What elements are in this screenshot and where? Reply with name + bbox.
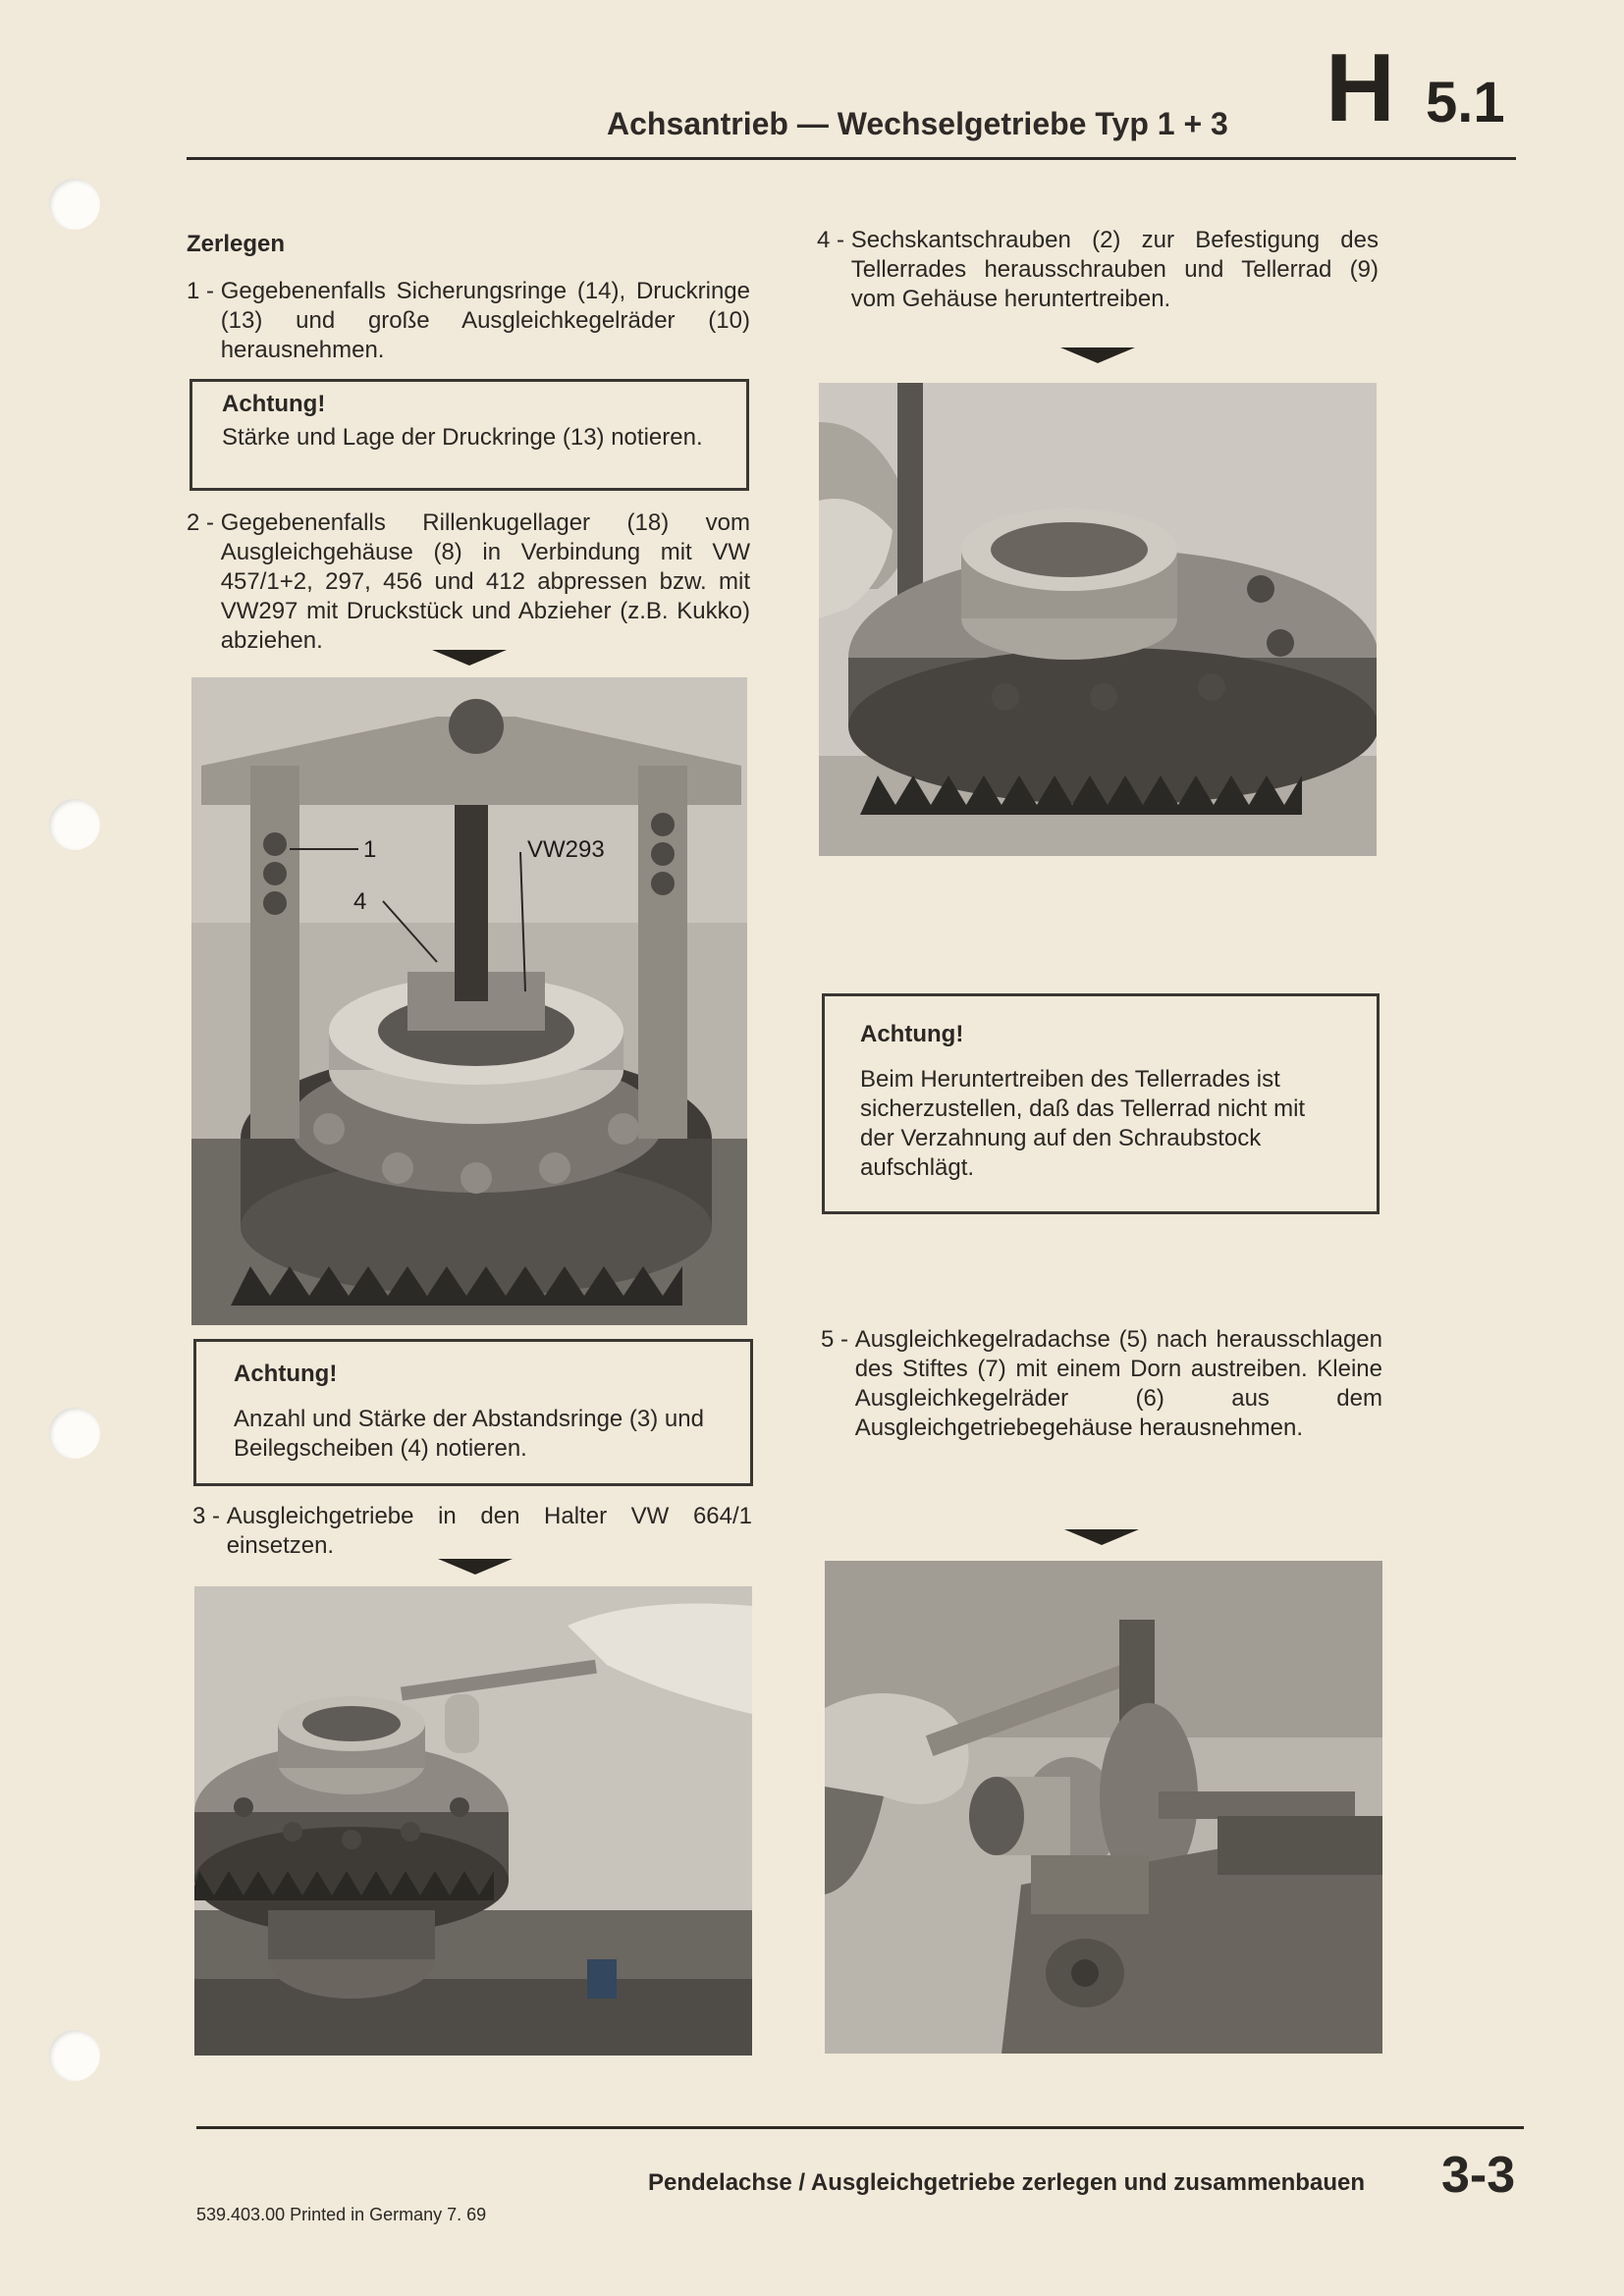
step-2 xyxy=(187,508,750,656)
header-rule xyxy=(187,157,1516,160)
caution-box-2-body: Anzahl und Stärke der Abstandsringe (3) und Beilegscheiben (4) notieren. xyxy=(234,1406,704,1462)
caution-box-1-body: Stärke und Lage der Druckringe (13) notieren. xyxy=(222,424,703,451)
footer-title: Pendelachse / Ausgleichgetriebe zerlegen und zusammenbauen xyxy=(648,2169,1365,2196)
step-3 xyxy=(192,1502,752,1561)
caution-box-3-title: Achtung! xyxy=(860,1021,964,1047)
caution-box-2 xyxy=(193,1339,753,1486)
step-2-text: Gegebenenfalls Rillenkugellager (18) vom Ausgleichgehäuse (8) in Verbindung mit VW 457/1+2, 297, 456 und 412 abpressen bzw. mit VW297 mit Druckstück und Abzieher (z.B. Kukko) abziehen. xyxy=(220,509,750,654)
step-2-number: 2 - xyxy=(187,509,221,536)
page-header-title: Achsantrieb — Wechselgetriebe Typ 1 + 3 xyxy=(607,106,1228,141)
section-letter: H xyxy=(1326,33,1395,141)
print-info: 539.403.00 Printed in Germany 7. 69 xyxy=(196,2205,487,2224)
figure-3-pointer xyxy=(438,1559,513,1575)
step-4 xyxy=(817,226,1379,314)
step-4-text: Sechskantschrauben (2) zur Befestigung des Tellerrades herausschrauben und Tellerrad (9) vom Gehäuse heruntertreiben. xyxy=(850,227,1379,312)
caution-box-3-body: Beim Heruntertreiben des Tellerrades ist sicherzustellen, daß das Tellerrad nicht mit der Verzahnung auf den Schraubstock aufschlägt. xyxy=(860,1066,1306,1181)
step-1-text: Gegebenenfalls Sicherungsringe (14), Druckringe (13) und große Ausgleichkegelräder (10) herausnehmen. xyxy=(220,278,750,363)
section-heading: Zerlegen xyxy=(187,231,286,257)
step-5-text: Ausgleichkegelradachse (5) nach herausschlagen des Stiftes (7) mit einem Dorn austreiben. Kleine Ausgleichkegelräder (6) aus dem Ausgleichgetriebegehäuse herausnehmen. xyxy=(854,1326,1382,1441)
binder-hole-3 xyxy=(49,1408,100,1459)
page-number: 3-3 xyxy=(1441,2147,1516,2204)
binder-hole-1 xyxy=(49,179,100,230)
caution-box-1-title: Achtung! xyxy=(222,391,326,417)
figure-1-label-tool: VW293 xyxy=(527,836,605,863)
footer-rule xyxy=(196,2126,1524,2129)
figure-1-pointer xyxy=(432,650,507,666)
step-5 xyxy=(821,1325,1382,1443)
figure-5-vise-photo xyxy=(825,1561,1382,2054)
figure-1-bearing-puller-photo xyxy=(191,677,747,1325)
caution-box-2-title: Achtung! xyxy=(234,1361,338,1387)
step-3-number: 3 - xyxy=(192,1503,227,1529)
step-4-number: 4 - xyxy=(817,227,851,253)
figure-5-pointer xyxy=(1064,1529,1139,1545)
figure-4-pointer xyxy=(1060,347,1135,363)
figure-1-label-4: 4 xyxy=(353,888,367,915)
section-number: 5.1 xyxy=(1426,71,1505,134)
figure-4-crown-wheel-photo xyxy=(819,383,1377,856)
caution-box-3 xyxy=(822,993,1380,1214)
figure-3-holder-photo xyxy=(194,1586,752,2056)
binder-hole-2 xyxy=(49,799,100,850)
step-5-number: 5 - xyxy=(821,1326,855,1353)
step-1-number: 1 - xyxy=(187,278,221,304)
caution-box-1 xyxy=(189,379,749,491)
step-3-text: Ausgleichgetriebe in den Halter VW 664/1 einsetzen. xyxy=(226,1503,752,1559)
figure-1-label-1: 1 xyxy=(363,836,377,863)
step-1 xyxy=(187,277,750,365)
binder-hole-4 xyxy=(49,2030,100,2081)
